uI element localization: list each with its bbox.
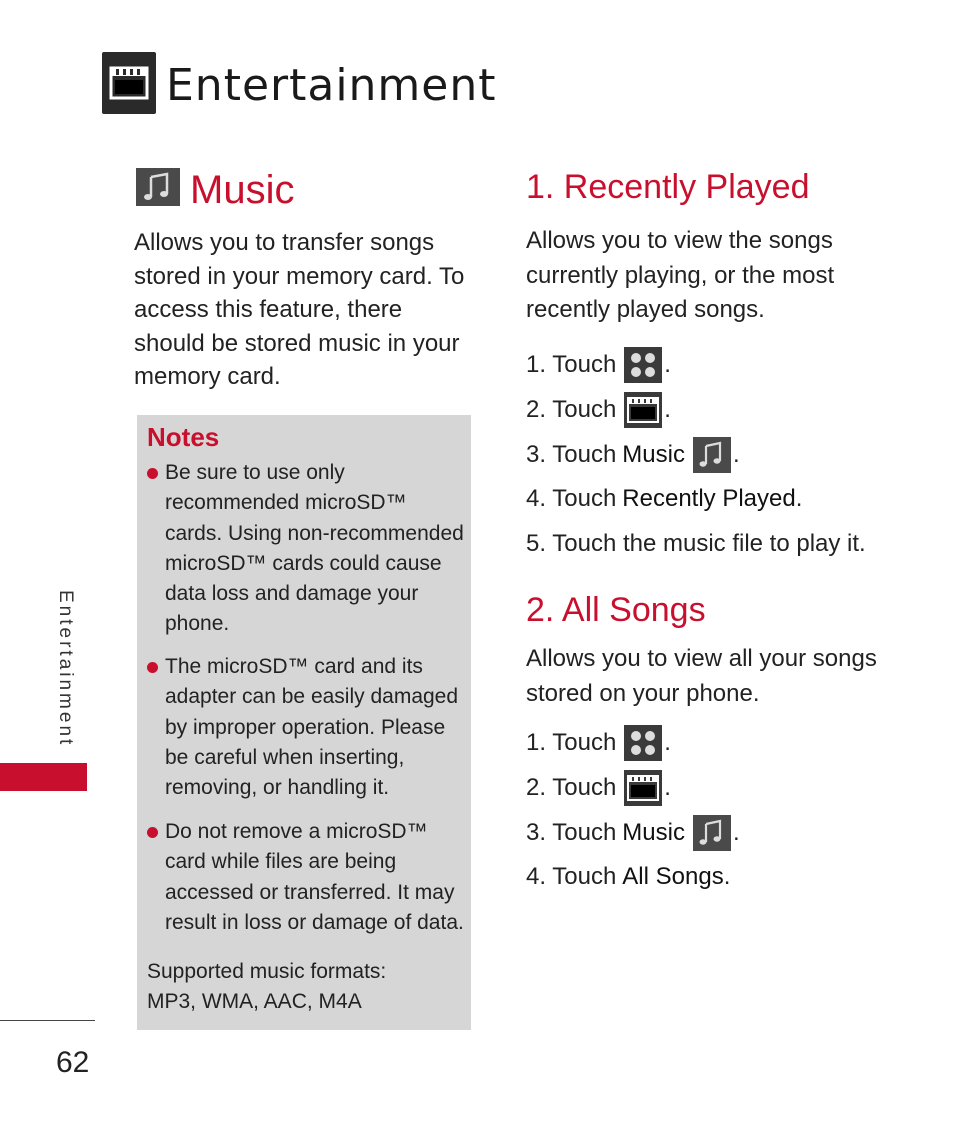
step-text: 5. Touch the music file to play it. (526, 530, 866, 557)
step-suffix: . (664, 774, 671, 801)
step-item (526, 860, 730, 894)
music-intro: Allows you to transfer songs stored in your memory card. To access this feature, there should be stored music in your memory card. (134, 229, 465, 390)
recently-played-intro: Allows you to view the songs currently playing, or the most recently played songs. (526, 227, 835, 323)
step-text: 2. Touch (526, 396, 617, 423)
music-note-icon (136, 168, 180, 206)
step-suffix: . (664, 396, 671, 423)
side-tab-marker (0, 763, 87, 791)
step-text: 3. Touch (526, 441, 617, 468)
clapperboard-icon (102, 52, 156, 114)
step-suffix: . (664, 729, 671, 756)
bullet-icon (147, 468, 158, 479)
side-tab-text: Entertainment (55, 590, 76, 748)
step-item (526, 437, 740, 473)
note-text: Do not remove a microSD™ card while files are being accessed or transferred. It may result in loss or damage of data. (165, 820, 464, 934)
step-item (526, 725, 671, 761)
step-text: 3. Touch (526, 819, 617, 846)
bullet-icon (147, 662, 158, 673)
menu-grid-icon (624, 725, 662, 761)
step-item (526, 770, 671, 806)
step-item (526, 347, 671, 383)
note-item (147, 652, 469, 803)
note-text: Be sure to use only recommended microSD™ cards. Using non-recommended microSD™ cards could cause data loss and damage your phone. (165, 461, 464, 636)
step-target-label: Music (622, 441, 685, 468)
step-item (526, 527, 866, 561)
step-item (526, 392, 671, 428)
note-item (147, 817, 469, 938)
formats-value: MP3, WMA, AAC, M4A (147, 990, 362, 1013)
step-text: 4. Touch (526, 485, 617, 512)
step-suffix: . (664, 351, 671, 378)
note-text: The microSD™ card and its adapter can be easily damaged by improper operation. Please be careful when inserting, removing, or handling it. (165, 655, 459, 800)
music-note-icon (693, 437, 731, 473)
side-tab-label (50, 590, 80, 760)
step-item (526, 815, 740, 851)
step-target-label: All Songs (622, 863, 724, 890)
step-suffix: . (723, 863, 731, 890)
menu-grid-icon (624, 347, 662, 383)
music-note-icon (693, 815, 731, 851)
notes-title: Notes (147, 422, 220, 452)
step-target-label: Music (622, 819, 685, 846)
footer-divider (0, 1020, 95, 1021)
clapperboard-icon (624, 392, 662, 428)
step-text: 1. Touch (526, 351, 617, 378)
recently-played-heading: 1. Recently Played (526, 168, 810, 206)
note-item (147, 458, 469, 640)
step-suffix: . (795, 485, 803, 512)
step-text: 4. Touch (526, 863, 617, 890)
step-suffix: . (732, 441, 740, 468)
all-songs-heading: 2. All Songs (526, 591, 706, 629)
clapperboard-icon (624, 770, 662, 806)
step-target-label: Recently Played (622, 485, 796, 512)
all-songs-intro: Allows you to view all your songs stored on your phone. (526, 645, 877, 707)
step-text: 1. Touch (526, 729, 617, 756)
step-text: 2. Touch (526, 774, 617, 801)
music-heading: Music (190, 168, 295, 212)
page-title: Entertainment (166, 60, 497, 111)
formats-label: Supported music formats: (147, 960, 387, 983)
step-item (526, 482, 802, 516)
step-suffix: . (732, 819, 740, 846)
page-number: 62 (56, 1046, 90, 1079)
bullet-icon (147, 827, 158, 838)
